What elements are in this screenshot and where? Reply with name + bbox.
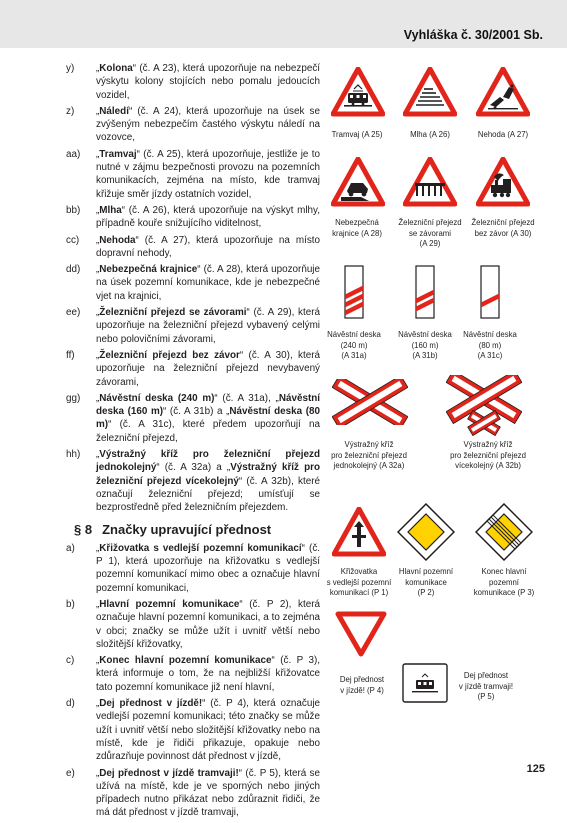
sign-name: Návěstní deska (160 m): [96, 392, 321, 418]
caption-line: Dej přednost: [463, 671, 509, 680]
list-item: gg) „Návěstní deska (240 m)“ (č. A 31a), „Návěstní deska (160 m)“ (č. A 31b) a „Návěstní deska (80 m)“ (č. A 31c), které předem upozorňují na železniční přejezd,: [66, 392, 321, 444]
caption-line: pozemní: [489, 577, 519, 587]
end-of-priority-icon: [475, 503, 533, 561]
warning-triangle-tram-icon: [331, 67, 385, 117]
caption-a32b: [442, 440, 534, 472]
caption-line: Výstražný kříž: [463, 440, 513, 449]
sign-name: Výstražný kříž pro železniční přejezd vícekolejný: [96, 462, 320, 487]
section-number: § 8: [74, 521, 93, 537]
caption-line: Nehoda (A 27): [477, 130, 529, 139]
caption-line: Mlha (A 26): [410, 130, 450, 139]
warning-triangle-soft-verge-icon: [331, 157, 385, 207]
caption-line: (160 m): [411, 340, 439, 350]
countdown-marker-3-stripes-icon: [344, 265, 364, 319]
caption-line: (A 31b): [412, 351, 438, 361]
sign-code: č. A 23: [142, 63, 174, 74]
list-item: ff) „Železniční přejezd bez závor“ (č. A 30), která upozorňuje na železniční přejezd nevybavený závorami,: [66, 349, 320, 388]
item-label: ee): [66, 307, 81, 319]
sign-code: č. A 30: [251, 349, 287, 361]
caption-line: pro železniční přejezd: [331, 450, 407, 460]
page-number: 125: [526, 763, 545, 775]
page-header: [0, 0, 567, 48]
sign-code: č. A 27: [148, 234, 185, 246]
caption-line: (80 m): [478, 340, 502, 350]
caption-line: (A 29): [419, 239, 441, 249]
sign-name: Hlavní pozemní komunikace: [99, 598, 240, 610]
sign-name: Nehoda: [99, 234, 136, 246]
warning-triangle-fog-icon: [403, 67, 457, 117]
sign-code: č. A 32b: [249, 475, 288, 487]
list-item: ee) „Železniční přejezd se závorami“ (č. A 29), která upozorňuje na železniční přejezd vybavený celými nebo polovičními závorami,: [66, 307, 320, 345]
item-label: cc): [66, 234, 80, 246]
sign-code: č. P 4: [213, 698, 243, 710]
item-text: , která upozorňuje, jestliže je to nutné v zájmu bezpečnosti provozu na pozemních komunikacích, zejména na místo, kde tramvaj křižuje směr jízdy ostatních vozidel,: [96, 148, 320, 200]
caption-line: komunikace: [405, 577, 447, 587]
caption-p5: [448, 671, 524, 703]
caption-line: pro železniční přejezd: [450, 450, 526, 460]
item-label: b): [66, 598, 75, 610]
sign-name: Železniční přejezd bez závor: [99, 349, 240, 361]
sign-code: č. P 2: [252, 598, 286, 610]
item-label: gg): [66, 392, 81, 404]
list-item: dd) „Nebezpečná krajnice“ (č. A 28), která upozorňuje na úsek pozemní komunikace, kde je nebezpečné vjet na krajnici,: [66, 264, 320, 302]
item-text: , která informuje o tom, že na nejbližší křižovatce tato pozemní komunikace již není hlavní,: [96, 655, 321, 693]
caption-line: komunikace (P 3): [473, 588, 535, 598]
caption-line: Křižovatka: [340, 567, 378, 576]
item-text: , která upozorňuje na železniční přejezd nevybavený závorami,: [96, 349, 320, 388]
caption-line: Výstražný kříž: [344, 440, 394, 449]
caption-line: s vedlejší pozemní: [326, 577, 392, 587]
caption-line: v jízdě! (P 4): [340, 685, 384, 695]
crossroads-minor-road-icon: [332, 507, 386, 557]
caption-line: Dej přednost: [339, 675, 385, 684]
sign-code: č. A 26: [132, 204, 164, 216]
sign-name: Konec hlavní pozemní komunikace: [99, 655, 272, 667]
item-label: d): [66, 698, 75, 710]
list-item: cc) „Nehoda“ (č. A 27), která upozorňuje na místo dopravní nehody,: [66, 234, 320, 259]
item-text: , která označuje hlavní pozemní komunikaci, a to zejména v obci; značky se může užít i uvnitř větší nebo složitější křižovatky,: [96, 598, 320, 650]
item-text: , které předem upozorňují na železniční přejezd,: [96, 419, 320, 444]
item-label: aa): [66, 148, 81, 160]
list-item: d) „Dej přednost v jízdě!“ (č. P 4), která označuje vedlejší pozemní komunikaci; této značky se může užít i uvnitř větší nebo složitější křižovatky nebo na místě, kde je řidiči přikazuje, opakuje nebo zdůrazňuje povinnost dát přednost v jízdě,: [66, 698, 320, 763]
item-text: , která se užívá na místě, kde je ve sporných nebo jiných případech nutno přikázat nebo zdůraznit řidiči, že má dát přednost v jízdě tramvaji,: [96, 767, 320, 819]
sign-code: č. A 29: [256, 307, 289, 319]
list-item: z) „Náledí“ (č. A 24), která upozorňuje na úsek se zvýšeným nebezpečím častého výskytu náledí na vozovce,: [66, 105, 320, 144]
caption-line: Železniční přejezd: [471, 218, 535, 227]
caption-line: se závorami: [408, 228, 452, 238]
caption-line: (240 m): [340, 340, 368, 350]
countdown-marker-1-stripe-icon: [480, 265, 500, 319]
sign-name: Mlha: [99, 204, 122, 216]
list-item: e) „Dej přednost v jízdě tramvaji!“ (č. P 5), která se užívá na místě, kde je ve sporných nebo jiných případech nutno přikázat nebo zdůraznit řidiči, že má dát přednost v jízdě tramvaji,: [66, 767, 320, 819]
item-text: , která upozorňuje na úsek se zvýšeným nebezpečím častého výskytu náledí na vozovce,: [96, 105, 320, 144]
sign-name: Náledí: [99, 105, 129, 117]
item-label: z): [66, 105, 75, 117]
warning-triangle-accident-icon: [476, 67, 530, 117]
sign-code: č. A 31c: [122, 419, 169, 431]
list-item: c) „Konec hlavní pozemní komunikace“ (č. P 3), která informuje o tom, že na nejbližší křižovatce tato pozemní komunikace již není hlavní,: [66, 655, 321, 693]
item-label: bb): [66, 204, 81, 216]
section-heading: [74, 523, 320, 536]
give-way-icon: [335, 611, 387, 657]
caption-line: Konec hlavní: [481, 567, 527, 576]
caption-p3: [458, 567, 550, 599]
item-text: , které označují železniční přejezd; umísťují se bezprostředně před železničním přejezdem.: [96, 475, 321, 514]
list-item: aa) „Tramvaj“ (č. A 25), která upozorňuje, jestliže je to nutné v zájmu bezpečnosti provozu na pozemních komunikacích, zejména na místo, kde tramvaj křižuje směr jízdy ostatních vozidel,: [66, 148, 320, 200]
caption-line: komunikací (P 1): [329, 588, 389, 598]
caption-line: Návěstní deska: [327, 330, 381, 339]
item-label: y): [66, 63, 75, 74]
sign-code: č. A 32a: [168, 462, 208, 474]
caption-line: Návěstní deska: [463, 330, 517, 339]
left-column: [66, 62, 321, 823]
caption-a27: [457, 130, 549, 141]
header-title: Vyhláška č. 30/2001 Sb.: [403, 28, 543, 42]
list-item: hh) „Výstražný kříž pro železniční přejezd jednokolejný“ (č. A 32a) a „Výstražný kříž pro železniční přejezd vícekolejný“ (č. A 32b), které označují železniční přejezd; umísťují se bezprostředně před železničním přejezdem.: [66, 449, 321, 514]
sign-code: č. P 3: [283, 655, 314, 667]
sign-name: Železniční přejezd se závorami: [99, 307, 247, 319]
item-text: , která upozorňuje na výskyt mlhy, případně kouře snižujícího viditelnost,: [96, 204, 320, 230]
warning-triangle-steam-train-icon: [476, 157, 530, 207]
sign-code: č. A 25: [146, 148, 178, 160]
sign-name: Nebezpečná krajnice: [99, 264, 198, 276]
sign-name: Dej přednost v jízdě tramvaji!: [99, 767, 239, 779]
caption-line: Železniční přejezd: [398, 218, 462, 227]
sign-name: Kolona: [99, 63, 133, 74]
list-item: a) „Křižovatka s vedlejší pozemní komunikací“ (č. P 1), která upozorňuje na křižovatku s vedlejší pozemní komunikací mimo obec a označuje hlavní pozemní komunikaci,: [66, 542, 320, 594]
single-cross-icon: [332, 379, 408, 425]
list-item: y) „Kolona“ (č. A 23), která upozorňuje na nebezpečí výskytu kolony stojících nebo pomalu jedoucích vozidel,: [66, 63, 320, 101]
list-item: bb) „Mlha“ (č. A 26), která upozorňuje na výskyt mlhy, případně kouře snižujícího viditelnost,: [66, 204, 320, 230]
caption-line: Hlavní pozemní: [398, 567, 454, 576]
caption-line: krajnice (A 28): [332, 228, 382, 238]
item-text: , která upozorňuje na železniční přejezd vybavený celými nebo polovičními závorami,: [96, 307, 320, 345]
caption-line: (P 2): [417, 588, 435, 598]
list-item: b) „Hlavní pozemní komunikace“ (č. P 2), která označuje hlavní pozemní komunikaci, a to zejména v obci; značky se může užít i uvnitř větší nebo složitější křižovatky,: [66, 598, 320, 650]
caption-line: jednokolejný (A 32a): [333, 461, 405, 471]
item-label: ff): [66, 349, 75, 361]
caption-line: Tramvaj (A 25): [331, 130, 383, 139]
caption-p4: [328, 675, 396, 696]
sign-code: č. P 5: [248, 767, 275, 779]
item-label: e): [66, 767, 75, 779]
item-text: , která upozorňuje na křižovatku s vedlejší pozemní komunikací mimo obec a označuje hlavní pozemní komunikaci,: [96, 556, 320, 594]
caption-a31c: [444, 330, 536, 362]
sign-code: č. A 31b: [173, 406, 211, 418]
sign-code: č. A 31a: [225, 392, 265, 404]
sign-code: č. A 28: [206, 264, 238, 276]
sign-name: Tramvaj: [99, 148, 137, 160]
sign-code: č. A 24: [140, 105, 176, 117]
item-label: c): [66, 655, 75, 667]
item-text: , která upozorňuje na místo dopravní nehody,: [96, 234, 320, 259]
caption-line: Nebezpečná: [335, 218, 379, 227]
warning-triangle-barrier-crossing-icon: [403, 157, 457, 207]
countdown-marker-2-stripes-icon: [415, 265, 435, 319]
item-text: , která upozorňuje na nebezpečí výskytu kolony stojících nebo pomalu jedoucích vozidel,: [96, 63, 320, 101]
item-label: a): [66, 542, 75, 554]
caption-a30: [457, 218, 549, 239]
double-cross-icon: [446, 375, 522, 441]
priority-road-icon: [397, 503, 455, 561]
sign-name: Návěstní deska (240 m): [99, 392, 215, 404]
caption-line: (A 31c): [477, 351, 503, 361]
caption-a32a: [323, 440, 415, 472]
item-label: hh): [66, 449, 81, 461]
sign-name: Dej přednost v jízdě!: [99, 698, 203, 710]
sign-code: č. P 1: [96, 542, 320, 568]
sign-name: Křižovatka s vedlejší pozemní komunikací: [99, 542, 302, 554]
item-text: , která označuje vedlejší pozemní komunikaci; této značky se může užít i uvnitř větší nebo složitější křižovatky nebo na místě, kde je řidiči přikazuje, opakuje nebo zdůrazňuje povinnost dát přednost v jízdě,: [96, 698, 320, 763]
caption-line: bez závor (A 30): [474, 228, 532, 238]
caption-line: vícekolejný (A 32b): [455, 461, 521, 471]
caption-line: v jízdě tramvaji!: [458, 681, 514, 691]
caption-line: Návěstní deska: [398, 330, 452, 339]
caption-line: (A 31a): [341, 351, 367, 361]
give-way-tram-icon: [402, 663, 448, 703]
caption-line: (P 5): [477, 692, 495, 702]
item-label: dd): [66, 264, 81, 276]
section-title: Značky upravující přednost: [102, 521, 272, 537]
item-text: , která upozorňuje na úsek pozemní komunikace, kde je nebezpečné vjet na krajnici,: [96, 264, 320, 302]
sign-name: Výstražný kříž pro železniční přejezd jednokolejný: [96, 449, 320, 474]
sign-name: Návěstní deska (80 m): [96, 406, 320, 431]
